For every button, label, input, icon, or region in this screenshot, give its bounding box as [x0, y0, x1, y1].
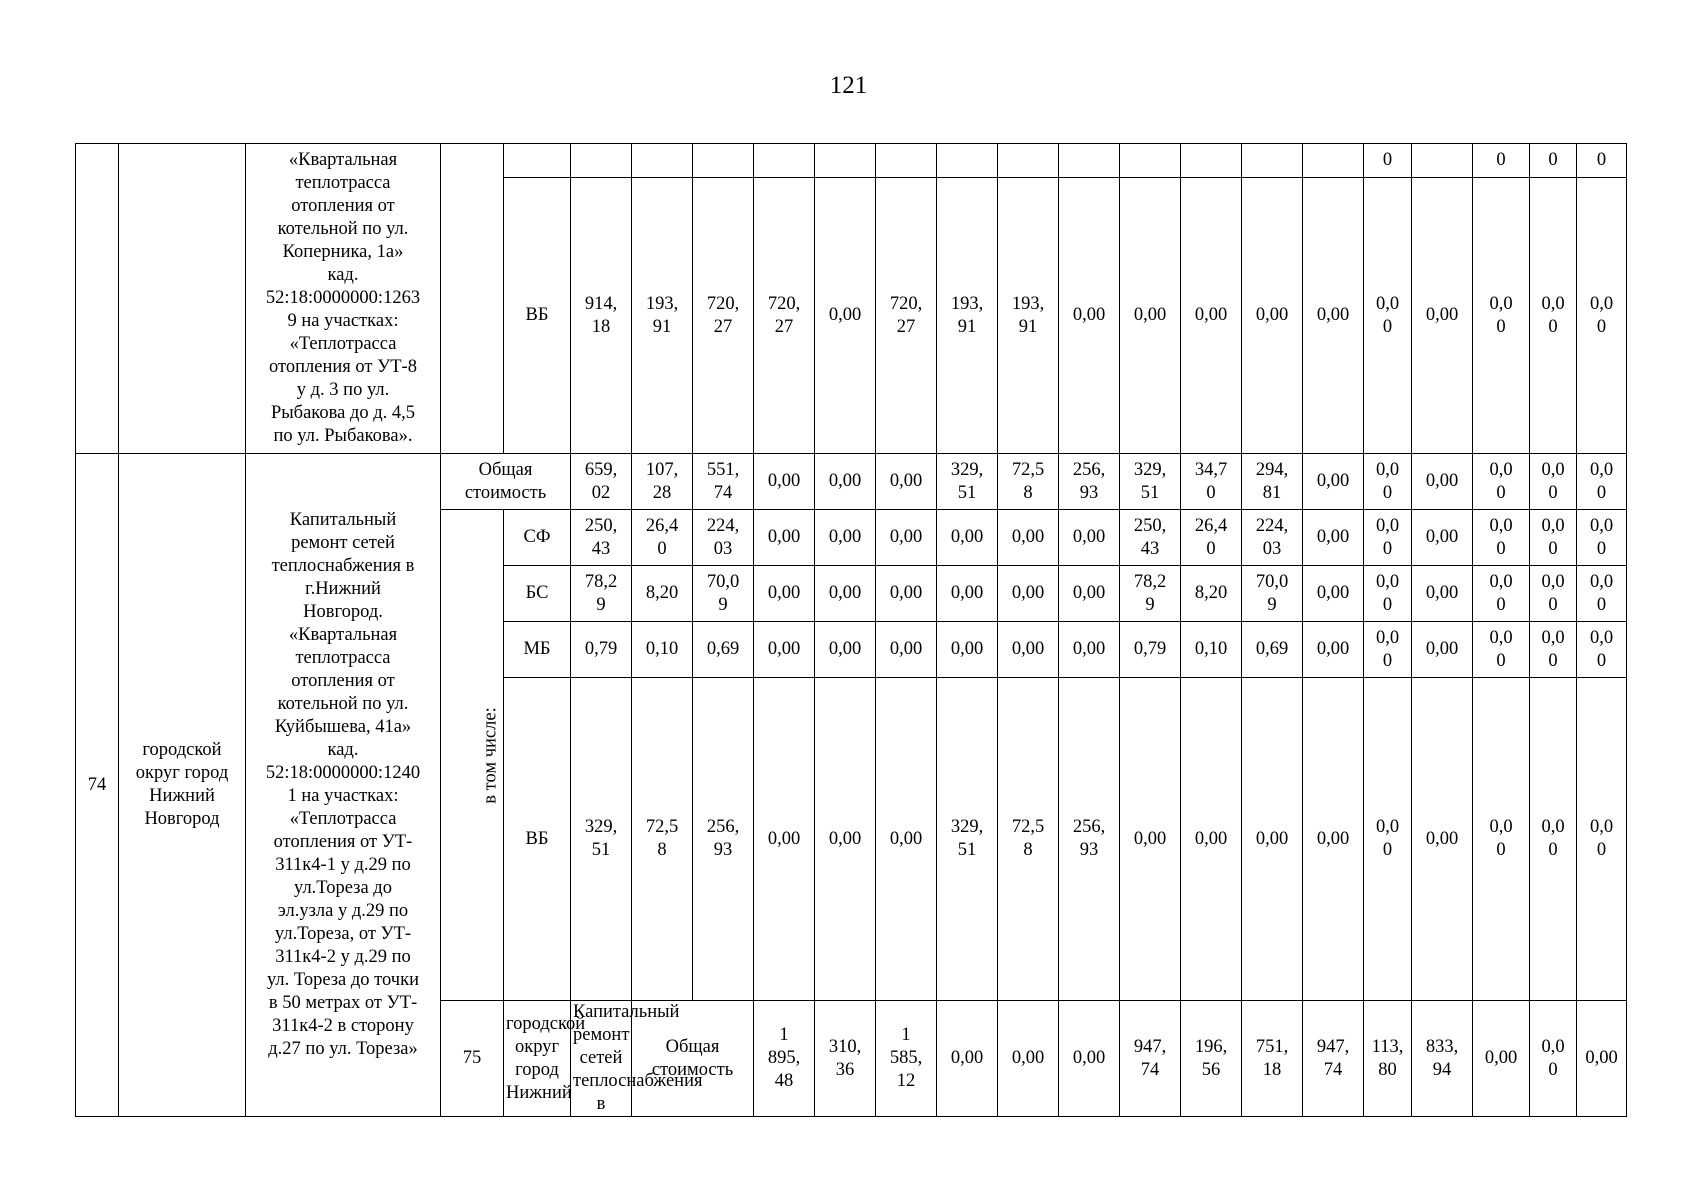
value-cell [1412, 144, 1473, 178]
value-cell: 0,0 0 [1577, 510, 1627, 566]
value-cell: 947, 74 [1120, 1001, 1181, 1117]
value-cell: 0,00 [815, 510, 876, 566]
value-cell: 0,00 [1303, 454, 1364, 510]
value-cell: 256, 93 [1059, 454, 1120, 510]
description-cell: «Квартальная теплотрасса отопления от котельной по ул. Коперника, 1а» кад. 52:18:0000000:1263 9 на участках: «Теплотрасса отопления от УТ-8 у д. 3 по ул. Рыбакова до д. 4,5 по ул. Рыбакова». [246, 144, 441, 454]
value-cell: 0,00 [1242, 178, 1303, 454]
value-cell: 0,00 [876, 510, 937, 566]
value-cell: 0,00 [1059, 178, 1120, 454]
value-cell: 224, 03 [693, 510, 754, 566]
value-cell: 0,0 0 [1364, 178, 1412, 454]
value-cell: 70,0 9 [1242, 566, 1303, 622]
value-cell: 947, 74 [1303, 1001, 1364, 1117]
value-cell [937, 144, 998, 178]
value-cell: 0,00 [876, 622, 937, 678]
value-cell: 0,00 [754, 510, 815, 566]
value-cell: 0,0 0 [1364, 566, 1412, 622]
value-cell: 0,0 0 [1364, 622, 1412, 678]
value-cell [632, 144, 693, 178]
value-cell: 0,00 [998, 566, 1059, 622]
value-cell: 113, 80 [1364, 1001, 1412, 1117]
value-cell [571, 144, 632, 178]
value-cell: 0,00 [754, 454, 815, 510]
value-cell [998, 144, 1059, 178]
value-cell: 0,00 [1059, 622, 1120, 678]
value-cell: 72,5 8 [632, 678, 693, 1001]
value-cell: 0,00 [815, 566, 876, 622]
value-cell: 196, 56 [1181, 1001, 1242, 1117]
value-cell: 0,00 [876, 566, 937, 622]
budget-label: МБ [504, 622, 571, 678]
value-cell: 26,4 0 [632, 510, 693, 566]
value-cell: 72,5 8 [998, 454, 1059, 510]
value-cell: 0,00 [998, 510, 1059, 566]
value-cell: 250, 43 [571, 510, 632, 566]
value-cell: 0,0 0 [1473, 510, 1530, 566]
value-cell: 0,0 0 [1530, 510, 1577, 566]
value-cell: 914, 18 [571, 178, 632, 454]
value-cell: 0,00 [1412, 622, 1473, 678]
value-cell: 1 895, 48 [754, 1001, 815, 1117]
value-cell: 0,00 [1303, 566, 1364, 622]
including-label-cell [441, 510, 504, 1001]
value-cell: 0,00 [876, 678, 937, 1001]
value-cell: 0,0 0 [1530, 566, 1577, 622]
value-cell: 0,00 [998, 1001, 1059, 1117]
budget-label: СФ [504, 510, 571, 566]
value-cell: 310, 36 [815, 1001, 876, 1117]
value-cell: 0,00 [815, 454, 876, 510]
organization-cell [119, 144, 246, 454]
value-cell: 0,00 [1059, 566, 1120, 622]
value-cell: 8,20 [1181, 566, 1242, 622]
value-cell: 0,0 0 [1364, 678, 1412, 1001]
value-cell: 0,0 0 [1577, 566, 1627, 622]
value-cell: 0,00 [1059, 510, 1120, 566]
value-cell: 256, 93 [1059, 678, 1120, 1001]
value-cell: 0,00 [937, 566, 998, 622]
value-cell [504, 144, 571, 178]
value-cell: 0,0 0 [1473, 678, 1530, 1001]
page-number: 121 [829, 72, 868, 99]
budget-label: ВБ [504, 178, 571, 454]
group-cell [441, 144, 504, 454]
value-cell: 0,0 0 [1577, 678, 1627, 1001]
value-cell: 8,20 [632, 566, 693, 622]
value-cell: 0 [1577, 144, 1627, 178]
value-cell: 0,0 0 [1473, 454, 1530, 510]
value-cell: 0,10 [632, 622, 693, 678]
value-cell: 0,00 [815, 678, 876, 1001]
organization-cell: городской округ город Нижний [504, 1001, 571, 1117]
value-cell [1059, 144, 1120, 178]
value-cell: 0,69 [1242, 622, 1303, 678]
row-number-cell: 74 [76, 454, 119, 1117]
value-cell: 0,00 [1303, 622, 1364, 678]
value-cell: 329, 51 [1120, 454, 1181, 510]
value-cell: 0,00 [1303, 678, 1364, 1001]
value-cell [754, 144, 815, 178]
including-label: в том числе: [480, 706, 501, 804]
value-cell: 329, 51 [571, 678, 632, 1001]
value-cell: 193, 91 [632, 178, 693, 454]
value-cell: 0,00 [1303, 178, 1364, 454]
value-cell [1303, 144, 1364, 178]
value-cell: 329, 51 [937, 454, 998, 510]
value-cell: 34,7 0 [1181, 454, 1242, 510]
value-cell: 70,0 9 [693, 566, 754, 622]
value-cell [876, 144, 937, 178]
value-cell: 329, 51 [937, 678, 998, 1001]
value-cell: 26,4 0 [1181, 510, 1242, 566]
value-cell [1120, 144, 1181, 178]
value-cell: 0,00 [1412, 566, 1473, 622]
value-cell: 0,0 0 [1530, 454, 1577, 510]
value-cell [1242, 144, 1303, 178]
value-cell: 250, 43 [1120, 510, 1181, 566]
organization-cell: городской округ город Нижний Новгород [119, 454, 246, 1117]
value-cell: 659, 02 [571, 454, 632, 510]
value-cell: 0,0 0 [1530, 1001, 1577, 1117]
value-cell: 833, 94 [1412, 1001, 1473, 1117]
value-cell [693, 144, 754, 178]
value-cell: 0,00 [937, 622, 998, 678]
value-cell: 193, 91 [937, 178, 998, 454]
budget-label: БС [504, 566, 571, 622]
row-number-cell [76, 144, 119, 454]
value-cell: 0,00 [1181, 678, 1242, 1001]
value-cell: 0,00 [754, 678, 815, 1001]
table-row [76, 454, 1627, 510]
value-cell: 0,00 [1120, 678, 1181, 1001]
value-cell: 0,0 0 [1577, 454, 1627, 510]
value-cell: 0,79 [571, 622, 632, 678]
value-cell: 72,5 8 [998, 678, 1059, 1001]
value-cell: 0,0 0 [1473, 178, 1530, 454]
description-cell: Капитальный ремонт сетей теплоснабжения в [571, 1001, 632, 1117]
value-cell: 751, 18 [1242, 1001, 1303, 1117]
total-label: Общая стоимость [441, 454, 571, 510]
value-cell: 224, 03 [1242, 510, 1303, 566]
value-cell: 0,0 0 [1473, 566, 1530, 622]
value-cell: 0,79 [1120, 622, 1181, 678]
value-cell: 0,00 [1059, 1001, 1120, 1117]
value-cell: 720, 27 [754, 178, 815, 454]
budget-table [75, 143, 1627, 1117]
value-cell: 0,00 [815, 178, 876, 454]
value-cell: 0,0 0 [1364, 510, 1412, 566]
value-cell: 0,0 0 [1530, 678, 1577, 1001]
value-cell: 0,0 0 [1530, 622, 1577, 678]
value-cell: 0,00 [1303, 510, 1364, 566]
value-cell: 0,0 0 [1530, 178, 1577, 454]
value-cell: 0,0 0 [1577, 178, 1627, 454]
value-cell: 0,0 0 [1364, 454, 1412, 510]
value-cell: 0,00 [754, 622, 815, 678]
description-cell: Капитальный ремонт сетей теплоснабжения в г.Нижний Новгород. «Квартальная теплотрасса отопления от котельной по ул. Куйбышева, 41а» кад. 52:18:0000000:1240 1 на участках: «Теплотрасса отопления от УТ- 311к4-1 у д.29 по ул.Тореза до эл.узла у д.29 по ул.Тореза, от УТ- 311к4-2 у д.29 по ул. Тореза до точки в 50 метрах от УТ- 311к4-2 в сторону д.27 по ул. Тореза» [246, 454, 441, 1117]
value-cell: 0,0 0 [1577, 622, 1627, 678]
value-cell [1181, 144, 1242, 178]
value-cell: 1 585, 12 [876, 1001, 937, 1117]
value-cell: 107, 28 [632, 454, 693, 510]
value-cell: 0 [1364, 144, 1412, 178]
value-cell: 720, 27 [693, 178, 754, 454]
value-cell: 0,00 [1412, 454, 1473, 510]
value-cell: 0,00 [815, 622, 876, 678]
value-cell: 0,00 [937, 510, 998, 566]
value-cell: 0,00 [937, 1001, 998, 1117]
total-label: Общая стоимость [632, 1001, 754, 1117]
value-cell: 78,2 9 [571, 566, 632, 622]
table-row [76, 144, 1627, 178]
row-number-cell: 75 [441, 1001, 504, 1117]
value-cell: 0,0 0 [1473, 622, 1530, 678]
value-cell: 193, 91 [998, 178, 1059, 454]
value-cell [815, 144, 876, 178]
value-cell: 0,00 [754, 566, 815, 622]
value-cell: 0,00 [998, 622, 1059, 678]
value-cell: 0 [1473, 144, 1530, 178]
value-cell: 0,69 [693, 622, 754, 678]
value-cell: 0 [1530, 144, 1577, 178]
value-cell: 0,00 [1120, 178, 1181, 454]
value-cell: 78,2 9 [1120, 566, 1181, 622]
budget-label: ВБ [504, 678, 571, 1001]
value-cell: 720, 27 [876, 178, 937, 454]
value-cell: 256, 93 [693, 678, 754, 1001]
value-cell: 0,00 [1412, 678, 1473, 1001]
value-cell: 0,00 [1181, 178, 1242, 454]
value-cell: 294, 81 [1242, 454, 1303, 510]
value-cell: 0,00 [1412, 510, 1473, 566]
value-cell: 0,00 [876, 454, 937, 510]
value-cell: 0,00 [1473, 1001, 1530, 1117]
value-cell: 0,10 [1181, 622, 1242, 678]
value-cell: 551, 74 [693, 454, 754, 510]
value-cell: 0,00 [1412, 178, 1473, 454]
value-cell: 0,00 [1577, 1001, 1627, 1117]
value-cell: 0,00 [1242, 678, 1303, 1001]
